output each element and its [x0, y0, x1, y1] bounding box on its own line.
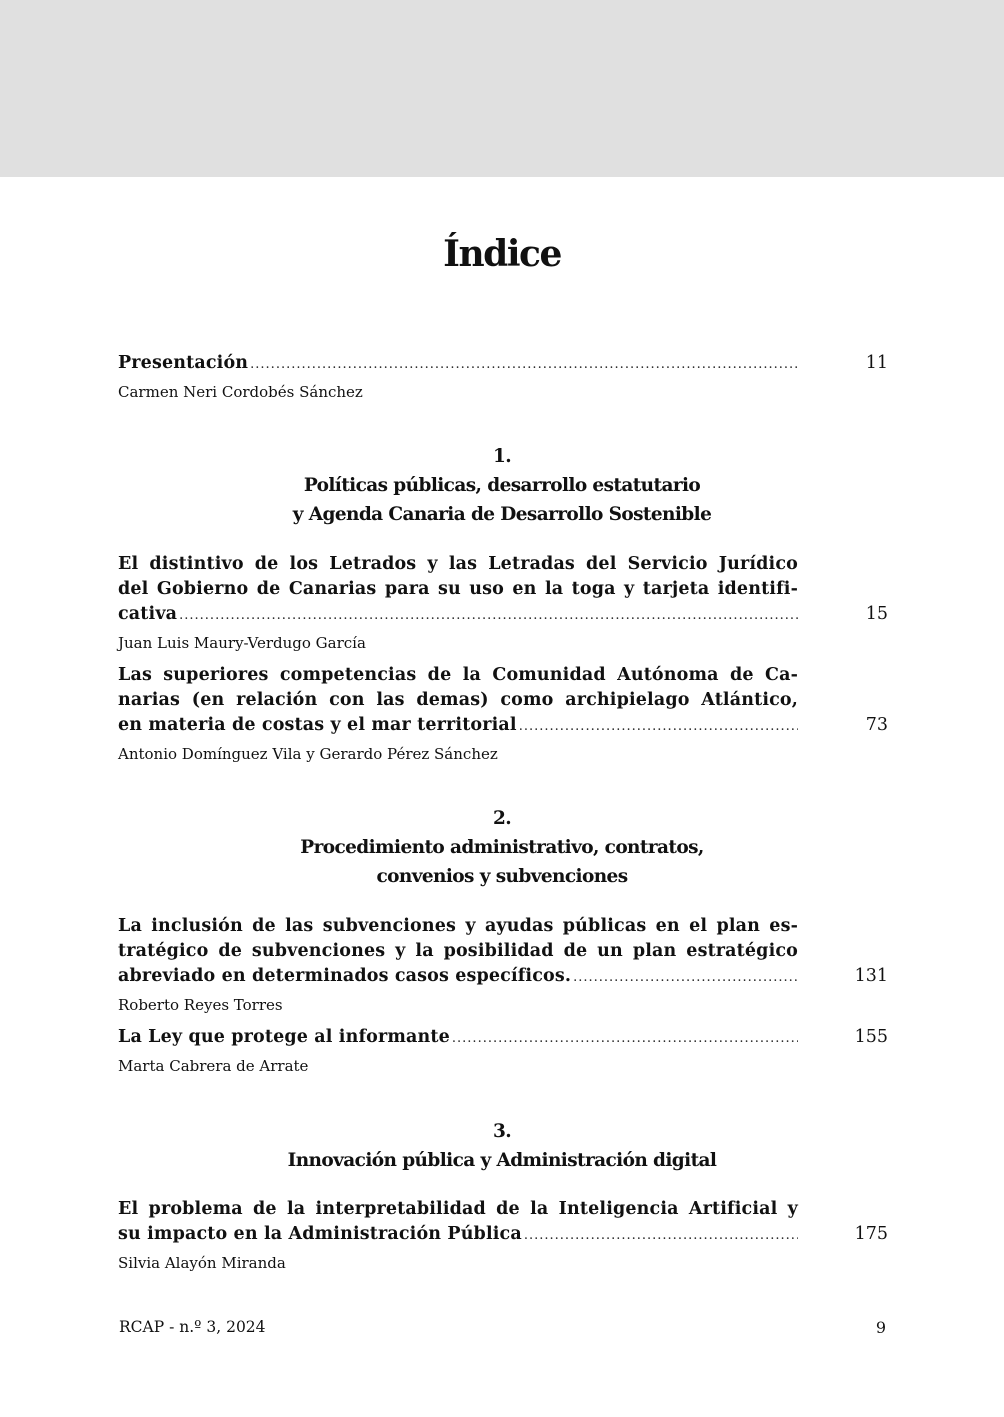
entry-title-line: abreviado en determinados casos específicos.	[118, 966, 572, 986]
toc-entry[interactable]	[118, 1025, 888, 1077]
toc-entry-presentacion[interactable]	[118, 351, 888, 403]
entry-page-number: 175	[854, 1224, 888, 1244]
section-heading-3	[0, 1117, 1004, 1175]
entry-title-line: Presentación	[118, 353, 249, 373]
toc-entry[interactable]	[118, 1197, 888, 1274]
toc-entry[interactable]	[118, 663, 888, 765]
dot-leader	[573, 965, 798, 990]
entry-page-number: 11	[865, 353, 888, 373]
entry-title	[118, 663, 798, 739]
entry-title-line: del Gobierno de Canarias para su uso en la toga y tarjeta identifi-	[118, 579, 798, 599]
dot-leader	[250, 352, 798, 377]
section-number: 2.	[492, 808, 512, 829]
entry-page-number: 15	[865, 604, 888, 624]
page-title: Índice	[443, 233, 561, 275]
footer-journal: RCAP - n.º 3, 2024	[119, 1318, 266, 1336]
entry-author: Marta Cabrera de Arrate	[118, 1057, 309, 1075]
entry-page-number: 131	[854, 966, 888, 986]
entry-author: Roberto Reyes Torres	[118, 996, 283, 1014]
entry-page-number: 155	[854, 1027, 888, 1047]
section-title-line: Procedimiento administrativo, contratos,	[300, 837, 704, 858]
dot-leader	[452, 1026, 798, 1051]
dot-leader	[519, 714, 798, 739]
entry-author: Juan Luis Maury-Verdugo García	[118, 634, 366, 652]
section-title-line: y Agenda Canaria de Desarrollo Sostenible	[292, 504, 712, 525]
entry-title	[118, 1025, 798, 1051]
entry-page-number: 73	[865, 715, 888, 735]
header-band	[0, 0, 1004, 177]
entry-title-line: El distintivo de los Letrados y las Letradas del Servicio Jurídico	[118, 554, 798, 574]
entry-title-line: Las superiores competencias de la Comunidad Autónoma de Ca-	[118, 665, 798, 685]
toc-entry[interactable]	[118, 914, 888, 1016]
toc-entry[interactable]	[118, 552, 888, 654]
entry-title-line: La inclusión de las subvenciones y ayudas públicas en el plan es-	[118, 916, 798, 936]
entry-author: Silvia Alayón Miranda	[118, 1254, 286, 1272]
entry-title-line: El problema de la interpretabilidad de la Inteligencia Artificial y	[118, 1199, 798, 1219]
dot-leader	[179, 603, 798, 628]
entry-title	[118, 914, 798, 990]
entry-title	[118, 1197, 798, 1248]
section-number: 3.	[492, 1121, 512, 1142]
section-number: 1.	[492, 446, 512, 467]
entry-title-line: cativa	[118, 604, 178, 624]
section-title-line: Políticas públicas, desarrollo estatutario	[303, 475, 701, 496]
entry-title	[118, 552, 798, 628]
section-title-line: convenios y subvenciones	[376, 866, 628, 887]
entry-author: Carmen Neri Cordobés Sánchez	[118, 383, 363, 401]
entry-title-line: narias (en relación con las demas) como archipielago Atlántico,	[118, 690, 798, 710]
entry-author: Antonio Domínguez Vila y Gerardo Pérez Sánchez	[118, 745, 498, 763]
dot-leader	[524, 1223, 798, 1248]
entry-title-line: en materia de costas y el mar territorial	[118, 715, 517, 735]
section-title-line: Innovación pública y Administración digital	[287, 1150, 717, 1171]
footer-page-number: 9	[875, 1318, 886, 1337]
section-heading-2	[0, 804, 1004, 891]
entry-title-line: tratégico de subvenciones y la posibilidad de un plan estratégico	[118, 941, 798, 961]
entry-title	[118, 351, 798, 377]
entry-title-line: su impacto en la Administración Pública	[118, 1224, 522, 1244]
section-heading-1	[0, 442, 1004, 529]
entry-title-line: La Ley que protege al informante	[118, 1027, 450, 1047]
